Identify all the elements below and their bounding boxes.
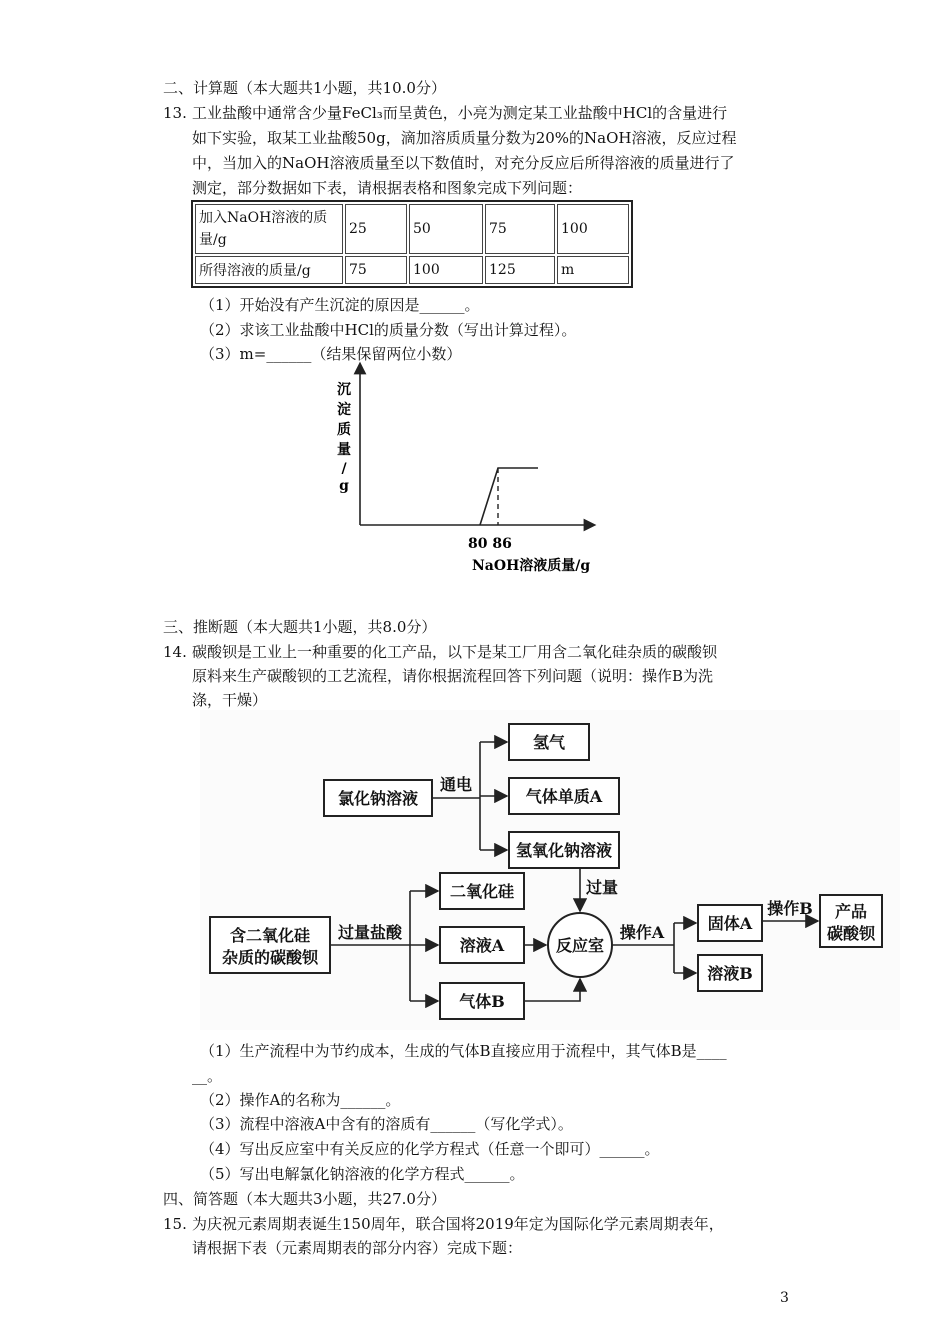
question-14-sub-3: （3）流程中溶液A中含有的溶质有______（写化学式）。 — [200, 1115, 573, 1133]
question-13-line-3: 中，当加入的NaOH溶液质量至以下数值时，对充分反应后所得溶液的质量进行了 — [192, 154, 735, 172]
sio2-label: 二氧化硅 — [449, 882, 515, 901]
question-14-line-1: 碳酸钡是工业上一种重要的化工产品，以下是某工厂用含二氧化硅杂质的碳酸钡 — [192, 643, 718, 661]
product-label-2: 碳酸钡 — [826, 924, 876, 943]
electrolysis-label: 通电 — [439, 775, 473, 794]
table-cell: 125 — [485, 256, 555, 284]
precipitate-graph — [320, 360, 610, 590]
h2-label: 氢气 — [532, 733, 566, 752]
question-15-number: 15. — [163, 1215, 187, 1233]
question-13-sub-1: （1）开始没有产生沉淀的原因是______。 — [200, 296, 480, 314]
ylabel-char: / — [341, 461, 347, 477]
ylabel-char: 淀 — [337, 402, 351, 418]
row1-label-b: 量/g — [199, 232, 227, 248]
op-b-label: 操作B — [767, 899, 813, 918]
ylabel-char: 质 — [337, 422, 351, 438]
question-13-line-4: 测定，部分数据如下表，请根据表格和图象完成下列问题： — [192, 179, 583, 197]
section-3-heading: 三、推断题（本大题共1小题，共8.0分） — [163, 618, 437, 636]
question-14-sub-2: （2）操作A的名称为______。 — [200, 1091, 401, 1109]
excess-hcl-label: 过量盐酸 — [337, 923, 403, 942]
row1-label-a: 加入NaOH溶液的质 — [199, 210, 328, 226]
table-cell: 100 — [409, 256, 483, 284]
question-14-line-3: 涤，干燥） — [192, 691, 268, 709]
x-axis-label: NaOH溶液质量/g — [472, 558, 591, 574]
table-cell: 75 — [485, 204, 555, 254]
table-cell: 50 — [409, 204, 483, 254]
question-14-number: 14. — [163, 643, 187, 661]
table-cell — [195, 204, 343, 254]
question-14-line-2: 原料来生产碳酸钡的工艺流程，请你根据流程回答下列问题（说明：操作B为洗 — [192, 667, 714, 685]
gas-b-label: 气体B — [459, 992, 505, 1011]
raw-label-1: 含二氧化硅 — [229, 926, 311, 945]
table-row — [195, 204, 629, 254]
data-table — [191, 200, 633, 288]
section-4-heading: 四、简答题（本大题共3小题，共27.0分） — [163, 1190, 446, 1208]
process-flowchart — [200, 710, 900, 1030]
gas-a-label: 气体单质A — [525, 787, 603, 806]
question-15-line-1: 为庆祝元素周期表诞生150周年，联合国将2019年定为国际化学元素周期表年， — [192, 1215, 724, 1233]
table-cell: m — [557, 256, 629, 284]
product-label-1: 产品 — [834, 902, 868, 921]
table-cell: 所得溶液的质量/g — [195, 256, 343, 284]
precipitate-curve — [480, 468, 538, 525]
question-13-number: 13. — [163, 104, 187, 122]
table-row — [195, 256, 629, 284]
ylabel-char: 量 — [337, 442, 351, 458]
table-cell: 25 — [345, 204, 407, 254]
raw-label-2: 杂质的碳酸钡 — [221, 948, 319, 967]
excess-label: 过量 — [585, 878, 619, 897]
question-15-line-2: 请根据下表（元素周期表的部分内容）完成下题： — [192, 1239, 523, 1257]
question-14-sub-5: （5）写出电解氯化钠溶液的化学方程式______。 — [200, 1165, 525, 1183]
table-cell: 75 — [345, 256, 407, 284]
solid-a-label: 固体A — [707, 914, 753, 933]
table-cell: 100 — [557, 204, 629, 254]
question-13-sub-3: （3）m=______（结果保留两位小数） — [200, 345, 462, 363]
page-number: 3 — [780, 1290, 789, 1306]
reactor-label: 反应室 — [555, 936, 605, 955]
naoh-label: 氢氧化钠溶液 — [515, 841, 613, 860]
ylabel-char: 沉 — [337, 382, 351, 398]
question-14-sub-1: （1）生产流程中为节约成本，生成的气体B直接应用于流程中，其气体B是____ — [200, 1042, 727, 1060]
question-13-line-2: 如下实验，取某工业盐酸50g，滴加溶质质量分数为20%的NaOH溶液，反应过程 — [192, 129, 737, 147]
question-14-sub-4: （4）写出反应室中有关反应的化学方程式（任意一个即可）______。 — [200, 1140, 660, 1158]
op-a-label: 操作A — [619, 923, 665, 942]
question-13-line-1: 工业盐酸中通常含少量FeCl₃而呈黄色，小亮为测定某工业盐酸中HCl的含量进行 — [192, 104, 728, 122]
ylabel-char: g — [339, 478, 349, 494]
x-tick-labels: 80 86 — [468, 536, 512, 552]
question-14-sub-1-cont: __。 — [192, 1067, 223, 1085]
nacl-label: 氯化钠溶液 — [337, 789, 419, 808]
solution-b-label: 溶液B — [707, 964, 753, 983]
section-2-heading: 二、计算题（本大题共1小题，共10.0分） — [163, 79, 446, 97]
question-13-sub-2: （2）求该工业盐酸中HCl的质量分数（写出计算过程）。 — [200, 321, 577, 339]
solution-a-label: 溶液A — [459, 936, 505, 955]
